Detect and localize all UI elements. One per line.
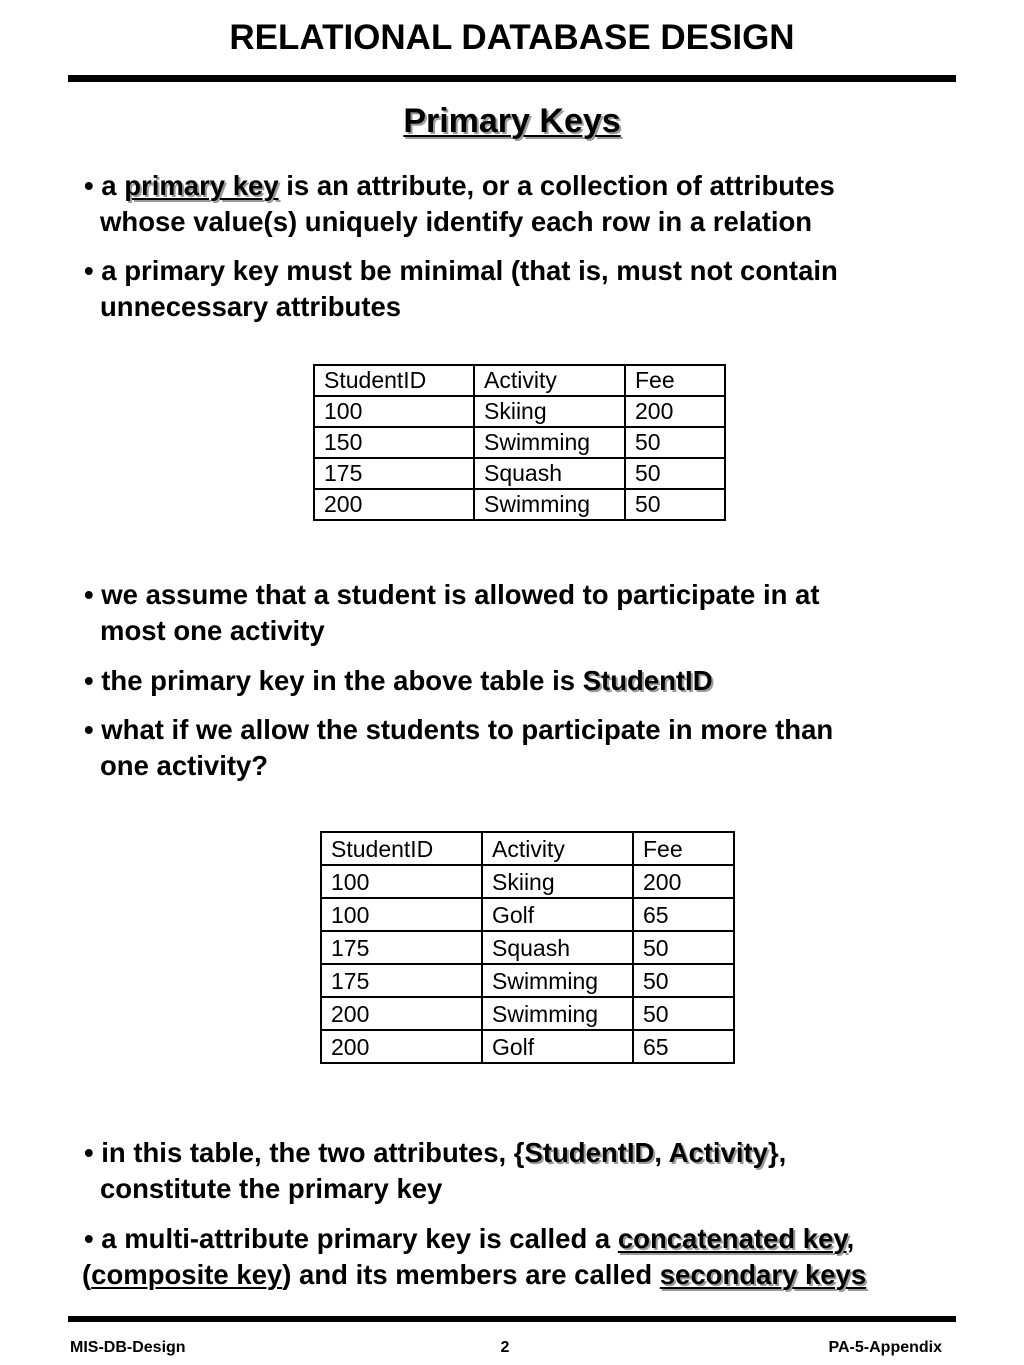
- table-cell: 200: [314, 489, 474, 520]
- table-cell: 200: [633, 865, 734, 898]
- bullet-text-continued: most one activity: [100, 615, 325, 646]
- bullet-text-continued: one activity?: [100, 750, 269, 781]
- table-cell: Squash: [474, 458, 625, 489]
- bullet-text: • in this table, the two attributes, {: [84, 1137, 525, 1168]
- table-header-row: [321, 832, 734, 865]
- table-cell: Swimming: [474, 489, 625, 520]
- table-row: [314, 489, 725, 520]
- table-cell: Golf: [482, 898, 633, 931]
- page-title: RELATIONAL DATABASE DESIGN: [229, 18, 795, 57]
- bullet-two-attributes: [84, 1135, 964, 1207]
- table-cell: 100: [321, 898, 482, 931]
- bullet-text-continued: [82, 1257, 964, 1293]
- table-cell: 200: [625, 396, 725, 427]
- footer-course: MIS-DB-Design: [70, 1339, 186, 1356]
- table-cell: 50: [633, 997, 734, 1030]
- bullet-text: • a primary key must be minimal (that is, must not contain: [84, 255, 838, 286]
- table-cell: 175: [321, 964, 482, 997]
- term-composite-key: composite key: [91, 1259, 283, 1290]
- table-cell: Skiing: [474, 396, 625, 427]
- bullet-text: (: [82, 1259, 92, 1290]
- bullet-text: • we assume that a student is allowed to participate in at: [84, 579, 820, 610]
- table-cell: 65: [633, 1030, 734, 1063]
- table-cell: Swimming: [482, 997, 633, 1030]
- term-activity: Activity: [668, 1137, 768, 1168]
- bullet-text-continued: constitute the primary key: [100, 1173, 443, 1204]
- table-row: [314, 458, 725, 489]
- table-cell: 200: [321, 1030, 482, 1063]
- bullet-text-continued: unnecessary attributes: [100, 291, 402, 322]
- activity-table-two: [320, 831, 735, 1064]
- bullet-text: ,: [846, 1223, 855, 1254]
- bullet-text: • what if we allow the students to participate in more than: [84, 714, 834, 745]
- table-cell: Golf: [482, 1030, 633, 1063]
- footer-page-number: 2: [500, 1339, 510, 1356]
- table-cell: 150: [314, 427, 474, 458]
- footer-rule: [68, 1316, 956, 1322]
- section-title: Primary Keys: [403, 102, 621, 140]
- bullet-text: },: [767, 1137, 787, 1168]
- table-cell: Skiing: [482, 865, 633, 898]
- table-cell: 175: [321, 931, 482, 964]
- table-row: [321, 865, 734, 898]
- term-studentid: StudentID: [524, 1137, 655, 1168]
- bullet-text: • a: [84, 170, 125, 201]
- footer-section: PA-5-Appendix: [828, 1339, 942, 1356]
- bullet-text: ) and its members are called: [282, 1259, 660, 1290]
- table-row: [314, 427, 725, 458]
- table-cell: 50: [633, 931, 734, 964]
- table-row: [321, 898, 734, 931]
- bullet-text: ,: [654, 1137, 669, 1168]
- table-row: [321, 931, 734, 964]
- table-cell: 65: [633, 898, 734, 931]
- table-cell: 100: [314, 396, 474, 427]
- bullet-minimal: [84, 253, 964, 325]
- table-cell: Swimming: [482, 964, 633, 997]
- activity-table-one: [313, 364, 726, 521]
- column-header: Activity: [482, 832, 633, 865]
- column-header: StudentID: [321, 832, 482, 865]
- table-cell: 50: [625, 458, 725, 489]
- table-row: [314, 396, 725, 427]
- table-header-row: [314, 365, 725, 396]
- table-cell: Squash: [482, 931, 633, 964]
- column-header: Activity: [474, 365, 625, 396]
- bullet-text-continued: whose value(s) uniquely identify each row in a relation: [100, 206, 813, 237]
- table-cell: 175: [314, 458, 474, 489]
- bullet-primary-key-studentid: [84, 663, 964, 699]
- column-header: Fee: [625, 365, 725, 396]
- column-header: StudentID: [314, 365, 474, 396]
- table-row: [321, 997, 734, 1030]
- bullet-question: [84, 712, 964, 784]
- bullet-text: is an attribute, or a collection of attributes: [278, 170, 835, 201]
- table-cell: 100: [321, 865, 482, 898]
- term-studentid: StudentID: [582, 665, 713, 696]
- table-cell: 200: [321, 997, 482, 1030]
- bullet-assumption: [84, 577, 964, 649]
- table-cell: 50: [625, 489, 725, 520]
- bullet-text: • a multi-attribute primary key is called a: [84, 1223, 618, 1254]
- bullet-concatenated-key: [84, 1221, 964, 1293]
- table-cell: 50: [625, 427, 725, 458]
- term-primary-key: primary key: [124, 170, 279, 201]
- term-concatenated-key: concatenated key: [617, 1223, 847, 1254]
- bullet-text: • the primary key in the above table is: [84, 665, 583, 696]
- column-header: Fee: [633, 832, 734, 865]
- bullet-primary-key-definition: [84, 168, 964, 240]
- header-rule: [68, 75, 956, 82]
- table-row: [321, 964, 734, 997]
- table-cell: 50: [633, 964, 734, 997]
- table-cell: Swimming: [474, 427, 625, 458]
- table-row: [321, 1030, 734, 1063]
- term-secondary-keys: secondary keys: [659, 1259, 867, 1290]
